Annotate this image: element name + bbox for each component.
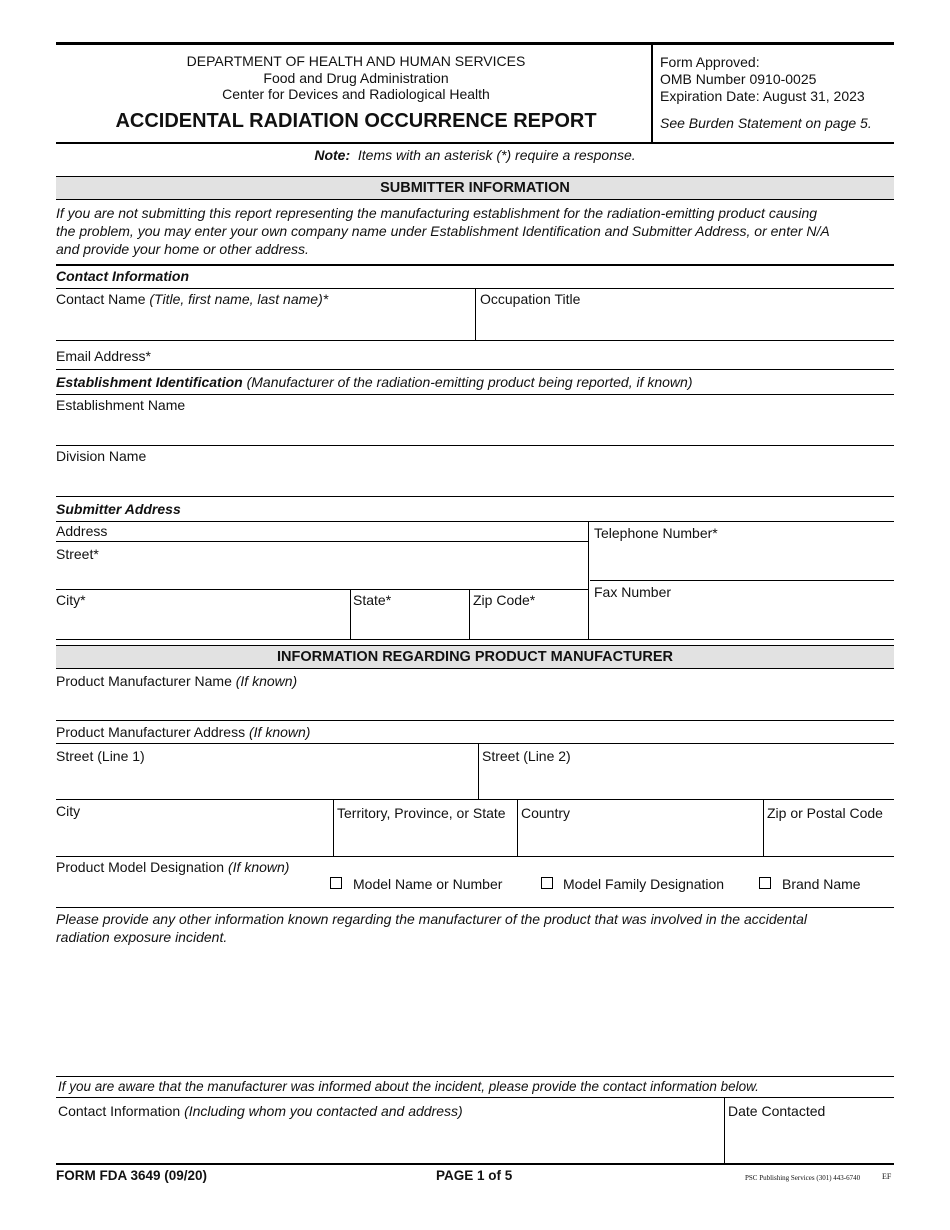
form-identifier: FORM FDA 3649 (09/20) xyxy=(56,1168,208,1183)
form-header xyxy=(56,42,894,142)
manufacturer-street-2-label: Street (Line 2) xyxy=(482,748,571,764)
contact-name-label xyxy=(56,291,328,307)
manufacturer-territory-label: Territory, Province, or State xyxy=(337,805,506,821)
zip-code-label: Zip Code* xyxy=(473,592,536,608)
omb-number: OMB Number 0910-0025 xyxy=(660,71,817,87)
zip-code-field[interactable] xyxy=(471,609,587,637)
manufacturer-address-hint: (If known) xyxy=(249,724,311,740)
email-address-label: Email Address* xyxy=(56,348,151,364)
manufacturer-name-hint: (If known) xyxy=(235,673,298,689)
manufacturer-name-text: Product Manufacturer Name xyxy=(56,673,232,689)
agency-name: Food and Drug Administration xyxy=(263,70,449,86)
expiration-date: Expiration Date: August 31, 2023 xyxy=(660,88,865,104)
submitter-intro-line-1: If you are not submitting this report representing the manufacturing establishment for the radiation-emitting product causing xyxy=(56,205,818,221)
manufacturer-territory-field[interactable] xyxy=(335,822,515,854)
model-family-checkbox[interactable] xyxy=(541,877,553,889)
email-address-field[interactable] xyxy=(160,343,892,367)
contact-information-text: Contact Information xyxy=(58,1103,181,1119)
street-label: Street* xyxy=(56,546,99,562)
contact-information-hint: (Including whom you contacted and address) xyxy=(184,1103,463,1119)
manufacturer-street-2-field[interactable] xyxy=(480,765,892,797)
model-designation-text: Product Model Designation xyxy=(56,859,225,875)
city-field[interactable] xyxy=(56,609,348,637)
establishment-identification-label xyxy=(56,374,693,390)
model-name-checkbox[interactable] xyxy=(330,877,342,889)
contact-name-text: Contact Name xyxy=(56,291,146,307)
occupation-title-label: Occupation Title xyxy=(480,291,581,307)
manufacturer-informed-note: If you are aware that the manufacturer was informed about the incident, please provide the contact information below. xyxy=(58,1079,759,1094)
submitter-address-heading: Submitter Address xyxy=(56,501,181,517)
model-designation-hint: (If known) xyxy=(228,859,290,875)
contact-information-label xyxy=(58,1103,463,1119)
note-text: Items with an asterisk (*) require a response. xyxy=(357,147,636,163)
city-label: City* xyxy=(56,592,86,608)
manufacturer-name-label xyxy=(56,673,297,689)
date-contacted-label: Date Contacted xyxy=(728,1103,826,1119)
note xyxy=(56,147,894,163)
manufacturer-city-field[interactable] xyxy=(56,820,331,854)
burden-statement: See Burden Statement on page 5. xyxy=(660,115,872,131)
date-contacted-field[interactable] xyxy=(726,1120,892,1160)
manufacturer-city-label: City xyxy=(56,803,81,819)
other-info-line-2: radiation exposure incident. xyxy=(56,929,228,945)
other-info-textarea[interactable] xyxy=(56,948,892,1073)
brand-name-checkbox[interactable] xyxy=(759,877,771,889)
establishment-heading: Establishment Identification xyxy=(56,374,243,390)
page-number: PAGE 1 of 5 xyxy=(436,1168,513,1183)
fax-number-label: Fax Number xyxy=(594,584,672,600)
ef-mark: EF xyxy=(882,1172,892,1181)
contact-information-heading: Contact Information xyxy=(56,268,189,284)
contact-name-hint: (Title, first name, last name)* xyxy=(149,291,329,307)
model-name-option-label: Model Name or Number xyxy=(353,876,503,892)
establishment-hint: (Manufacturer of the radiation-emitting product being reported, if known) xyxy=(246,374,693,390)
manufacturer-country-field[interactable] xyxy=(519,822,761,854)
street-field[interactable] xyxy=(56,562,586,588)
occupation-title-field[interactable] xyxy=(478,308,892,338)
brand-name-option-label: Brand Name xyxy=(782,876,861,892)
manufacturer-address-text: Product Manufacturer Address xyxy=(56,724,246,740)
model-family-option-label: Model Family Designation xyxy=(563,876,725,892)
center-name: Center for Devices and Radiological Health xyxy=(222,86,490,102)
telephone-number-label: Telephone Number* xyxy=(594,525,718,541)
manufacturer-address-label xyxy=(56,724,310,740)
other-info-line-1: Please provide any other information known regarding the manufacturer of the product that was involved in the accidental xyxy=(56,911,807,927)
manufacturer-name-field[interactable] xyxy=(56,690,892,718)
section-heading-manufacturer: INFORMATION REGARDING PRODUCT MANUFACTURER xyxy=(56,645,894,669)
department-name: DEPARTMENT OF HEALTH AND HUMAN SERVICES xyxy=(186,53,526,69)
contact-information-field[interactable] xyxy=(58,1120,722,1160)
establishment-name-field[interactable] xyxy=(56,414,892,444)
division-name-label: Division Name xyxy=(56,448,147,464)
fax-number-field[interactable] xyxy=(592,601,892,637)
submitter-intro-line-2: the problem, you may enter your own company name under Establishment Identification and Submitter Address, or enter N/A xyxy=(56,223,830,239)
telephone-number-field[interactable] xyxy=(592,542,892,578)
contact-name-field[interactable] xyxy=(56,308,474,338)
section-heading-submitter: SUBMITTER INFORMATION xyxy=(56,176,894,200)
manufacturer-country-label: Country xyxy=(521,805,571,821)
address-label: Address xyxy=(56,523,108,539)
state-field[interactable] xyxy=(352,609,468,637)
manufacturer-street-1-field[interactable] xyxy=(56,765,476,797)
establishment-name-label: Establishment Name xyxy=(56,397,186,413)
form-approved: Form Approved: xyxy=(660,54,760,70)
submitter-intro-line-3: and provide your home or other address. xyxy=(56,241,309,257)
page-title: ACCIDENTAL RADIATION OCCURRENCE REPORT xyxy=(115,110,597,132)
manufacturer-zip-label: Zip or Postal Code xyxy=(767,805,883,821)
publisher-credit: PSC Publishing Services (301) 443-6740 xyxy=(745,1174,861,1182)
model-designation-label xyxy=(56,859,289,875)
division-name-field[interactable] xyxy=(56,465,892,495)
manufacturer-zip-field[interactable] xyxy=(765,822,892,854)
manufacturer-street-1-label: Street (Line 1) xyxy=(56,748,145,764)
note-label: Note: xyxy=(314,147,351,163)
state-label: State* xyxy=(353,592,392,608)
